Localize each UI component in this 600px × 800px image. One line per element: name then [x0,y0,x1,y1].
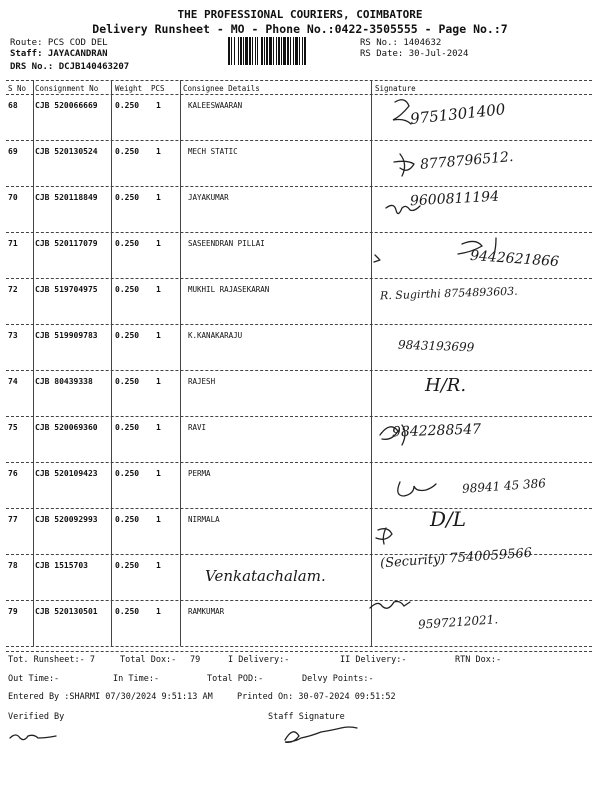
cell-consignment: CJB 80439338 [35,377,93,386]
cell-consignment: CJB 520066669 [35,101,98,110]
signature-handwriting: 9751301400 [409,100,507,128]
cell-sno: 74 [8,377,18,386]
cell-pcs: 1 [156,239,161,248]
col-header-weight: Weight [115,84,143,93]
col-header-signature: Signature [375,84,416,93]
out-time: Out Time:- [8,674,60,684]
signature-handwriting: R. Sugirthi 8754893603. [379,284,518,303]
cell-consignee: RAMKUMAR [188,607,225,616]
cell-pcs: 1 [156,101,161,110]
cell-sno: 75 [8,423,18,432]
company-title: THE PROFESSIONAL COURIERS, COIMBATORE [177,8,423,21]
cell-weight: 0.250 [115,469,140,478]
drs-number: DRS No.: DCJB140463207 [10,62,130,72]
in-time: In Time:- [113,674,160,684]
runsheet-subtitle: Delivery Runsheet - MO - Phone No.:0422-3505555 - Page No.:7 [92,22,508,36]
cell-weight: 0.250 [115,423,140,432]
staff-label: Staff: JAYACANDRAN [10,49,108,59]
cell-consignment: CJB 520069360 [35,423,98,432]
cell-consignee: MUKHIL RAJASEKARAN [188,285,270,294]
column-divider [33,80,34,646]
cell-weight: 0.250 [115,193,140,202]
barcode-image [228,37,356,65]
rtn-dox: RTN Dox:- [455,655,502,665]
cell-consignment: CJB 520130501 [35,607,98,616]
scribble-69 [394,154,414,176]
row-separator [6,186,592,187]
cell-weight: 0.250 [115,101,140,110]
signature-handwriting: 98941 45 386 [461,476,547,496]
cell-weight: 0.250 [115,607,140,616]
cell-consignment: CJB 519704975 [35,285,98,294]
column-divider [180,80,181,646]
cell-weight: 0.250 [115,561,140,570]
cell-pcs: 1 [156,331,161,340]
cell-sno: 78 [8,561,18,570]
cell-weight: 0.250 [115,331,140,340]
scribble-77 [376,528,392,544]
cell-pcs: 1 [156,607,161,616]
mark-71 [374,255,380,262]
signature-handwriting: 8778796512. [419,148,515,174]
cell-consignment: CJB 520117079 [35,239,98,248]
table-bottom-rule [6,651,592,652]
entered-by: Entered By :SHARMI 07/30/2024 9:51:13 AM [8,692,213,702]
cell-pcs: 1 [156,515,161,524]
cell-pcs: 1 [156,423,161,432]
total-pod: Total POD:- [207,674,264,684]
cell-pcs: 1 [156,193,161,202]
row-separator [6,462,592,463]
col-header-pcs: PCS [151,84,165,93]
signature-handwriting: 9843193699 [397,337,475,355]
scribble-68 [393,100,411,124]
cell-weight: 0.250 [115,147,140,156]
row-separator [6,600,592,601]
cell-weight: 0.250 [115,377,140,386]
delvy-points: Delvy Points:- [302,674,374,684]
cell-consignment: CJB 520109423 [35,469,98,478]
cell-sno: 72 [8,285,18,294]
scribble-79 [370,602,410,609]
scribble-76 [398,482,436,496]
row-separator [6,324,592,325]
total-dox-value: 79 [190,655,201,665]
cell-consignee: NIRMALA [188,515,220,524]
cell-pcs: 1 [156,469,161,478]
cell-consignee: SASEENDRAN PILLAI [188,239,265,248]
route-label: Route: PCS COD DEL [10,38,108,48]
cell-sno: 69 [8,147,18,156]
header-top-rule [6,80,592,81]
cell-sno: 70 [8,193,18,202]
signature-handwriting: 9842288547 [391,421,482,441]
row-separator [6,508,592,509]
staff-signature-label: Staff Signature [268,712,345,722]
staff-signature-stroke [285,727,357,742]
cell-consignee: JAYAKUMAR [188,193,229,202]
signature-handwriting: D/L [430,507,467,531]
cell-sno: 71 [8,239,18,248]
rs-number: RS No.: 1404632 [360,38,442,48]
signature-handwriting: H/R. [425,375,467,396]
cell-consignee: MECH STATIC [188,147,238,156]
cell-consignment: CJB 520130524 [35,147,98,156]
handwritten-consignee-78: Venkatachalam. [205,567,326,585]
verifier-signature-stroke [10,735,56,740]
cell-pcs: 1 [156,377,161,386]
cell-sno: 73 [8,331,18,340]
cell-consignee: PERMA [188,469,211,478]
cell-consignment: CJB 519909783 [35,331,98,340]
cell-consignee: RAJESH [188,377,216,386]
cell-pcs: 1 [156,561,161,570]
cell-consignee: KALEESWAARAN [188,101,243,110]
tot-runsheet: Tot. Runsheet:- 7 [8,655,95,665]
cell-pcs: 1 [156,285,161,294]
ii-delivery: II Delivery:- [340,655,407,665]
verified-by-label: Verified By [8,712,65,722]
row-separator [6,278,592,279]
rs-date: RS Date: 30-Jul-2024 [360,49,469,59]
row-separator [6,416,592,417]
row-separator [6,646,592,647]
col-header-consignee: Consignee Details [183,84,260,93]
cell-consignment: CJB 520118849 [35,193,98,202]
row-separator [6,370,592,371]
total-dox-label: Total Dox:- [120,655,177,665]
printed-on: Printed On: 30-07-2024 09:51:52 [237,692,396,702]
cell-consignment: CJB 520092993 [35,515,98,524]
signature-handwriting: 9442621866 [469,247,560,271]
header-bottom-rule [6,94,592,95]
column-divider [111,80,112,646]
cell-weight: 0.250 [115,285,140,294]
cell-sno: 76 [8,469,18,478]
cell-consignee: RAVI [188,423,207,432]
signature-handwriting: 9600811194 [409,188,500,210]
signature-handwriting: 9597212021. [417,612,499,632]
row-separator [6,232,592,233]
cell-sno: 79 [8,607,18,616]
cell-pcs: 1 [156,147,161,156]
cell-weight: 0.250 [115,515,140,524]
cell-weight: 0.250 [115,239,140,248]
cell-sno: 68 [8,101,18,110]
i-delivery: I Delivery:- [228,655,290,665]
cell-consignment: CJB 1515703 [35,561,88,570]
cell-consignee: K.KANAKARAJU [188,331,243,340]
col-header-consignment: Consignment No [35,84,99,93]
row-separator [6,140,592,141]
column-divider [371,80,372,646]
cell-sno: 77 [8,515,18,524]
col-header-sno: S No [8,84,27,93]
signature-handwriting: (Security) 7540059566 [379,545,533,572]
